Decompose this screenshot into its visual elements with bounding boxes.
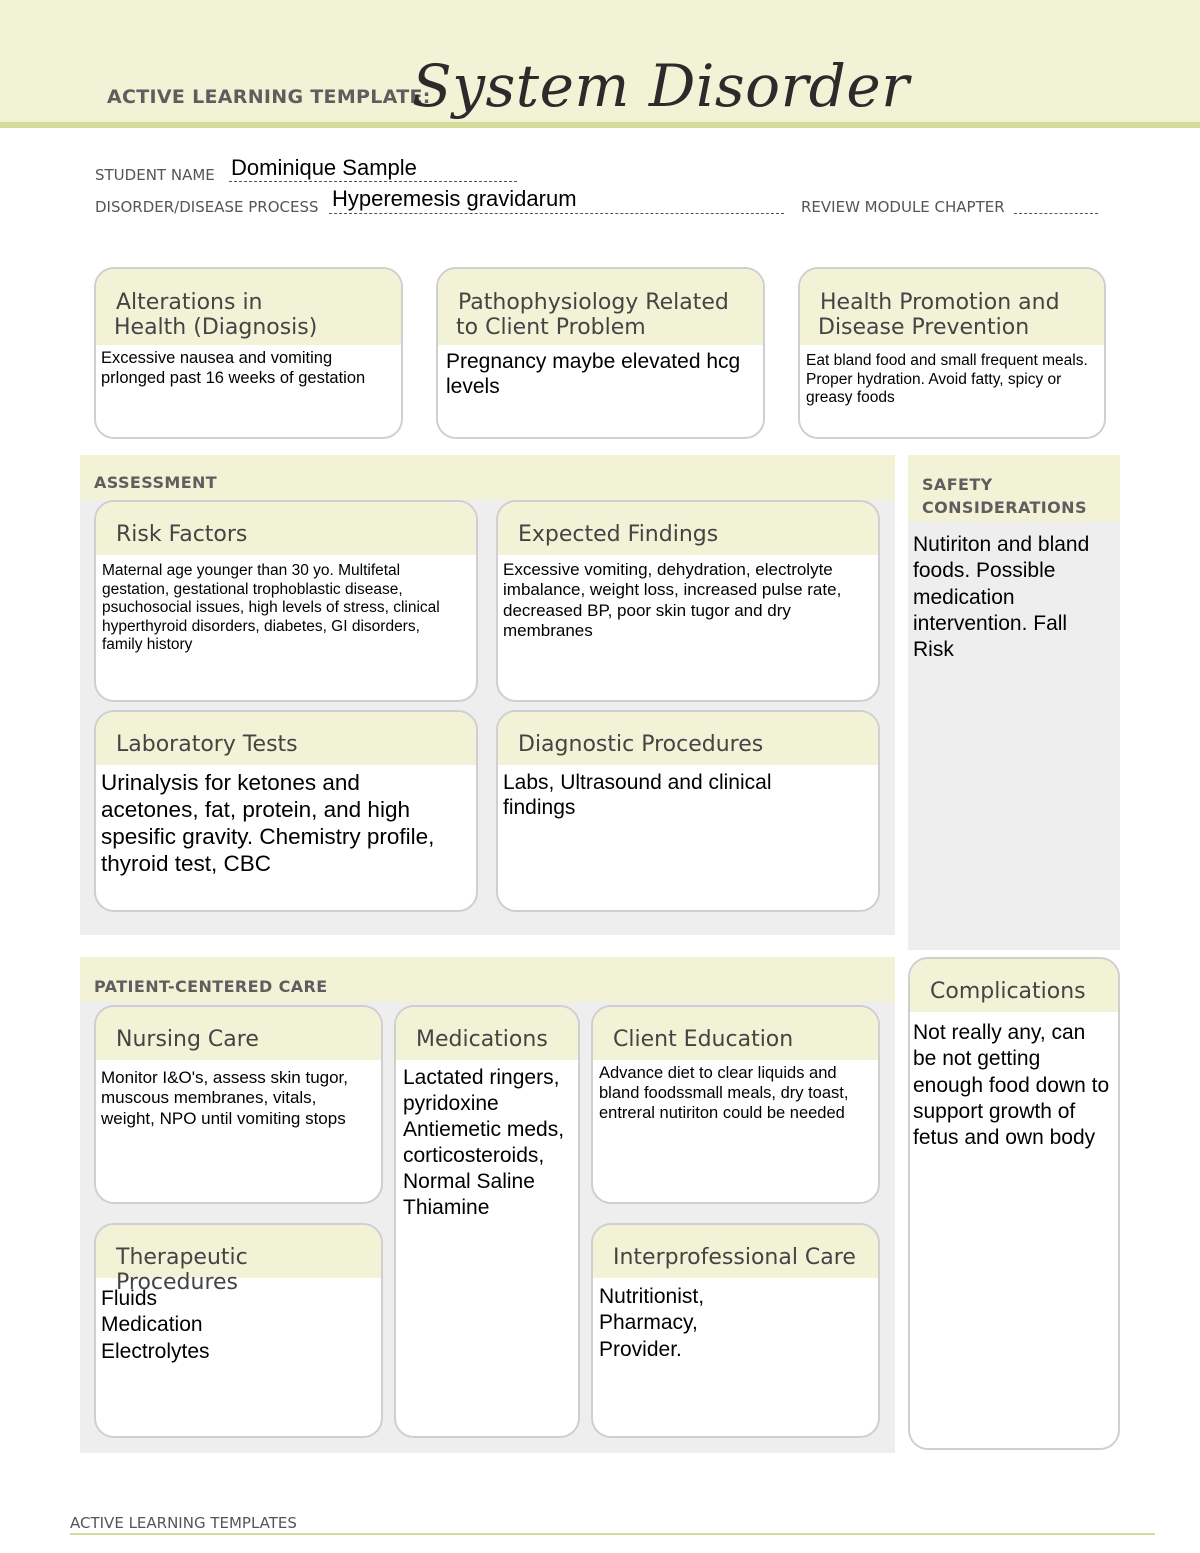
client-education-box <box>591 1005 880 1204</box>
assessment-label: ASSESSMENT <box>94 473 218 492</box>
risk-factors-box <box>94 500 478 702</box>
health-promotion-text[interactable]: Eat bland food and small frequent meals. Proper hydration. Avoid fatty, spicy or greasy foods <box>806 352 1088 407</box>
nursing-care-text[interactable]: Monitor I&O's, assess skin tugor, muscous membranes, vitals, weight, NPO until vomiting stops <box>101 1068 349 1128</box>
safety-label-line1: SAFETY <box>922 475 993 494</box>
alterations-title-line2: Health (Diagnosis) <box>114 315 318 340</box>
footer-rule <box>70 1533 1155 1535</box>
diagnostic-procedures-text[interactable]: Labs, Ultrasound and clinical findings <box>503 771 772 820</box>
alterations-text[interactable]: Excessive nausea and vomiting prlonged past 16 weeks of gestation <box>101 349 366 387</box>
risk-factors-header: Risk Factors <box>96 502 476 555</box>
disorder-field[interactable]: Hyperemesis gravidarum <box>332 186 577 211</box>
laboratory-tests-box <box>94 710 478 912</box>
student-name-field[interactable]: Dominique Sample <box>231 155 417 180</box>
nursing-care-header: Nursing Care <box>96 1007 381 1060</box>
safety-panel <box>908 455 1120 950</box>
client-education-text[interactable]: Advance diet to clear liquids and bland foodssmall meals, dry toast, entreral nutiriton could be needed <box>599 1064 849 1122</box>
pathophysiology-box <box>436 267 765 439</box>
complications-text[interactable]: Not really any, can be not getting enough food down to support growth of fetus and own body <box>913 1021 1110 1149</box>
health-promotion-title-line1: Health Promotion and <box>820 290 1060 315</box>
alterations-title-line1: Alterations in <box>116 290 263 315</box>
expected-findings-header: Expected Findings <box>498 502 878 555</box>
expected-findings-text[interactable]: Excessive vomiting, dehydration, electrolyte imbalance, weight loss, increased pulse rate, decreased BP, poor skin tugor and dry membranes <box>503 560 842 641</box>
student-name-line <box>229 181 517 182</box>
template-label: ACTIVE LEARNING TEMPLATE: <box>107 86 431 108</box>
medications-box <box>394 1005 580 1438</box>
medications-header: Medications <box>396 1007 578 1060</box>
therapeutic-procedures-text[interactable]: Fluids Medication Electrolytes <box>101 1287 210 1363</box>
disorder-line <box>329 213 784 214</box>
health-promotion-header <box>800 269 1104 345</box>
alterations-box <box>94 267 403 439</box>
laboratory-tests-text[interactable]: Urinalysis for ketones and acetones, fat, protein, and high spesific gravity. Chemistry profile, thyroid test, CBC <box>101 770 435 876</box>
nursing-care-box <box>94 1005 383 1204</box>
page-title: System Disorder <box>412 52 910 120</box>
pathophysiology-header <box>438 269 763 345</box>
medications-text[interactable]: Lactated ringers, pyridoxine Antiemetic meds, corticosteroids, Normal Saline Thiamine <box>403 1066 565 1220</box>
header-rule <box>0 122 1200 128</box>
safety-text[interactable]: Nutiriton and bland foods. Possible medication intervention. Fall Risk <box>913 533 1090 661</box>
client-education-header: Client Education <box>593 1007 878 1060</box>
complications-header: Complications <box>910 959 1118 1012</box>
alterations-header <box>96 269 401 345</box>
diagnostic-procedures-header: Diagnostic Procedures <box>498 712 878 765</box>
interprofessional-care-header: Interprofessional Care <box>593 1225 878 1278</box>
safety-label-line2: CONSIDERATIONS <box>922 498 1087 517</box>
interprofessional-care-text[interactable]: Nutritionist, Pharmacy, Provider. <box>599 1285 705 1361</box>
review-module-line <box>1014 213 1098 214</box>
patient-care-label: PATIENT-CENTERED CARE <box>94 977 328 996</box>
therapeutic-procedures-box <box>94 1223 383 1438</box>
expected-findings-box <box>496 500 880 702</box>
safety-label <box>922 473 1087 519</box>
pathophysiology-text[interactable]: Pregnancy maybe elevated hcg levels <box>446 350 741 399</box>
health-promotion-title-line2: Disease Prevention <box>818 315 1030 340</box>
student-name-label: STUDENT NAME <box>95 166 215 184</box>
review-module-label: REVIEW MODULE CHAPTER <box>801 198 1005 216</box>
interprofessional-care-box <box>591 1223 880 1438</box>
therapeutic-procedures-header: Therapeutic Procedures <box>96 1225 381 1278</box>
disorder-label: DISORDER/DISEASE PROCESS <box>95 198 319 216</box>
complications-box <box>908 957 1120 1450</box>
health-promotion-box <box>798 267 1106 439</box>
pathophysiology-title-line2: to Client Problem <box>456 315 646 340</box>
footer-label: ACTIVE LEARNING TEMPLATES <box>70 1514 297 1532</box>
pathophysiology-title-line1: Pathophysiology Related <box>458 290 729 315</box>
risk-factors-text[interactable]: Maternal age younger than 30 yo. Multifetal gestation, gestational trophoblastic disease, psuchosocial issues, high levels of stress, clinical hyperthyroid disorders, diabetes, GI disorders, family history <box>102 562 440 654</box>
laboratory-tests-header: Laboratory Tests <box>96 712 476 765</box>
diagnostic-procedures-box <box>496 710 880 912</box>
